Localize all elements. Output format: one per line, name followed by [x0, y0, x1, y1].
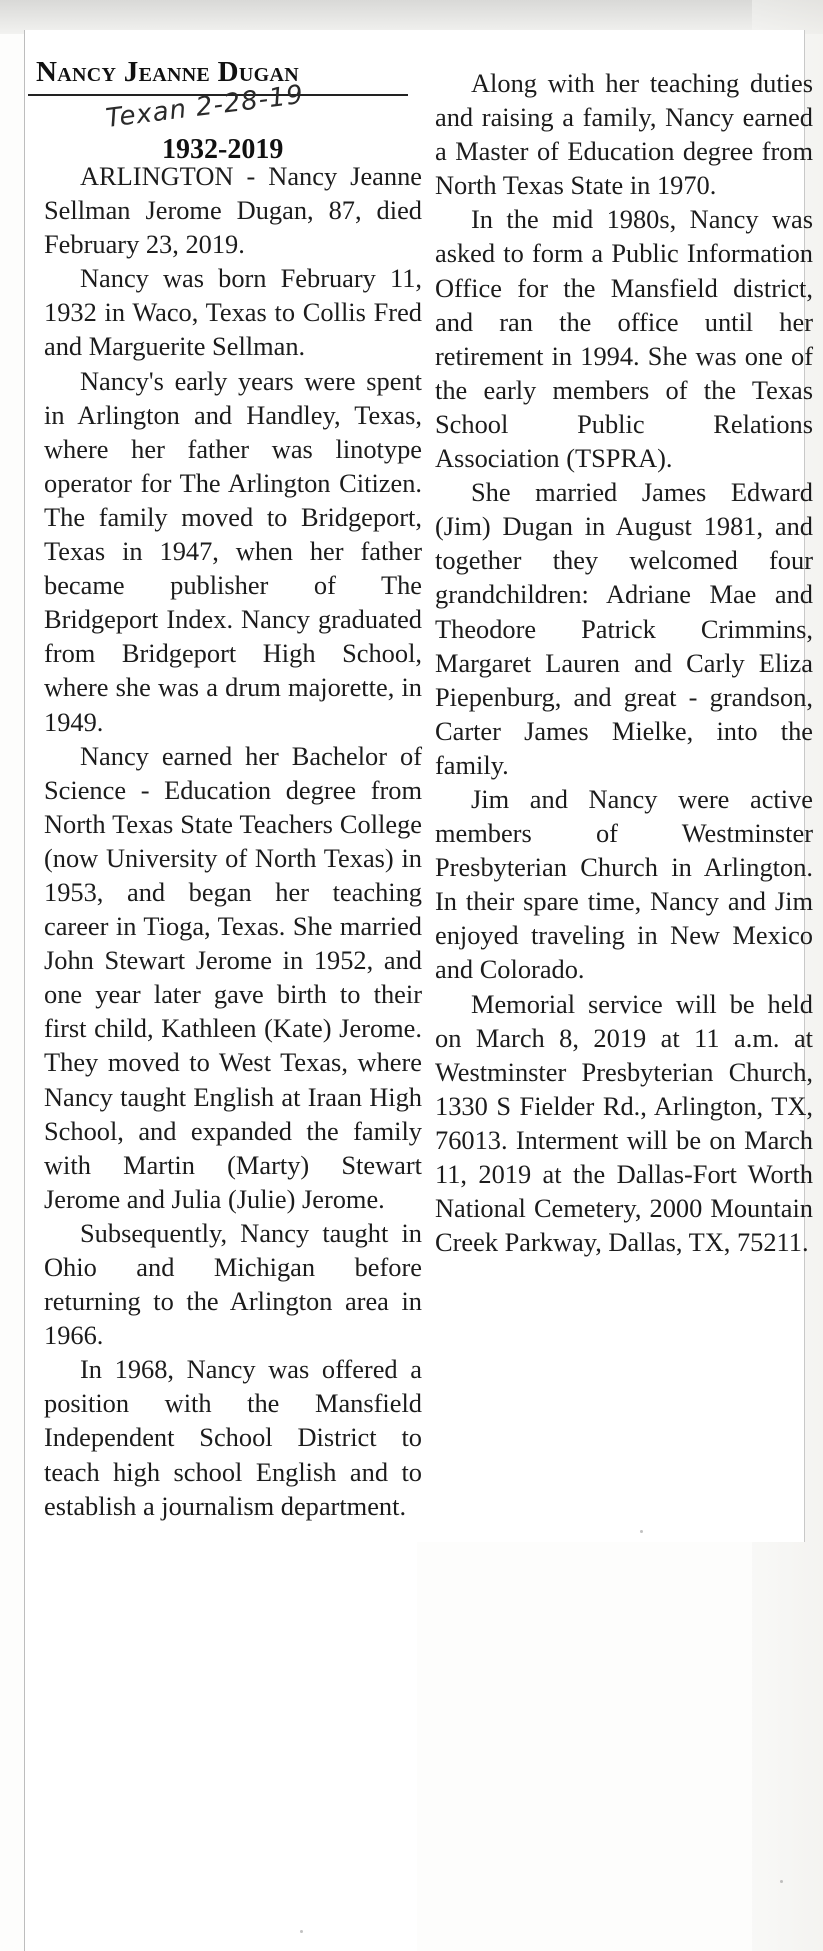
paragraph-education-career: Nancy earned her Bachelor of Science - Education degree from North Texas State Teachers College (now University of North Texas) in 1953, and began her teaching career in Tioga, Texas. She married John Stewart Jerome in 1952, and one year later gave birth to their first child, Kathleen (Kate) Jerome. They moved to West Texas, where Nancy taught English at Iraan High School, and expanded the family with Martin (Marty) Stewart Jerome and Julia (Julie) Jerome.	[44, 740, 422, 1214]
paragraph-public-information: In the mid 1980s, Nancy was asked to form a Public Information Office for the Mansfield district, and ran the office until her retirement in 1994. She was one of the early members of the Texas School Public Relations Association (TSPRA).	[435, 204, 813, 474]
paragraph-ohio-michigan: Subsequently, Nancy taught in Ohio and Michigan before returning to the Arlington area in 1966.	[44, 1217, 422, 1351]
paragraph-church-travel: Jim and Nancy were active members of Westminster Presbyterian Church in Arlington. In their spare time, Nancy and Jim enjoyed traveling in New Mexico and Colorado.	[435, 783, 813, 985]
right-column-text	[435, 66, 813, 1259]
paragraph-mansfield-offer: In 1968, Nancy was offered a position with the Mansfield Independent School District to teach high school English and to establish a journalism department.	[44, 1354, 422, 1521]
handwritten-date-note: Texan 2-28-19	[104, 79, 306, 134]
life-years: 1932-2019	[162, 134, 284, 165]
scan-speck	[640, 1530, 643, 1533]
paragraph-marriage-family: She married James Edward (Jim) Dugan in August 1981, and together they welcomed four grandchildren: Adriane Mae and Theodore Patrick Crimmins, Margaret Lauren and Carly Eliza Piepenburg, and great - grandson, Carter James Mielke, into the family.	[435, 477, 813, 780]
paragraph-early-years: Nancy's early years were spent in Arlington and Handley, Texas, where her father was linotype operator for The Arlington Citizen. The family moved to Bridgeport, Texas in 1947, when her father became publisher of The Bridgeport Index. Nancy graduated from Bridgeport High School, where she was a drum majorette, in 1949.	[44, 365, 422, 737]
paragraph-memorial-service: Memorial service will be held on March 8, 2019 at 11 a.m. at Westminster Presbyterian Church, 1330 S Fielder Rd., Arlington, TX, 76013. Interment will be on March 11, 2019 at the Dallas-Fort Worth National Cemetery, 2000 Mountain Creek Parkway, Dallas, TX, 75211.	[435, 988, 813, 1258]
left-column-text	[44, 159, 422, 1523]
paragraph-masters-degree: Along with her teaching duties and raising a family, Nancy earned a Master of Education degree from North Texas State in 1970.	[435, 68, 813, 201]
scan-speck	[780, 1880, 783, 1883]
scan-edge-top	[0, 0, 823, 34]
paragraph-death-notice: ARLINGTON - Nancy Jeanne Sellman Jerome Dugan, 87, died February 23, 2019.	[44, 161, 422, 260]
obituary-name-heading: Nancy Jeanne Dugan	[36, 56, 299, 88]
paragraph-birth: Nancy was born February 11, 1932 in Waco, Texas to Collis Fred and Marguerite Sellman.	[44, 263, 422, 362]
scan-speck	[300, 1930, 303, 1933]
newspaper-clipping	[24, 30, 813, 1951]
